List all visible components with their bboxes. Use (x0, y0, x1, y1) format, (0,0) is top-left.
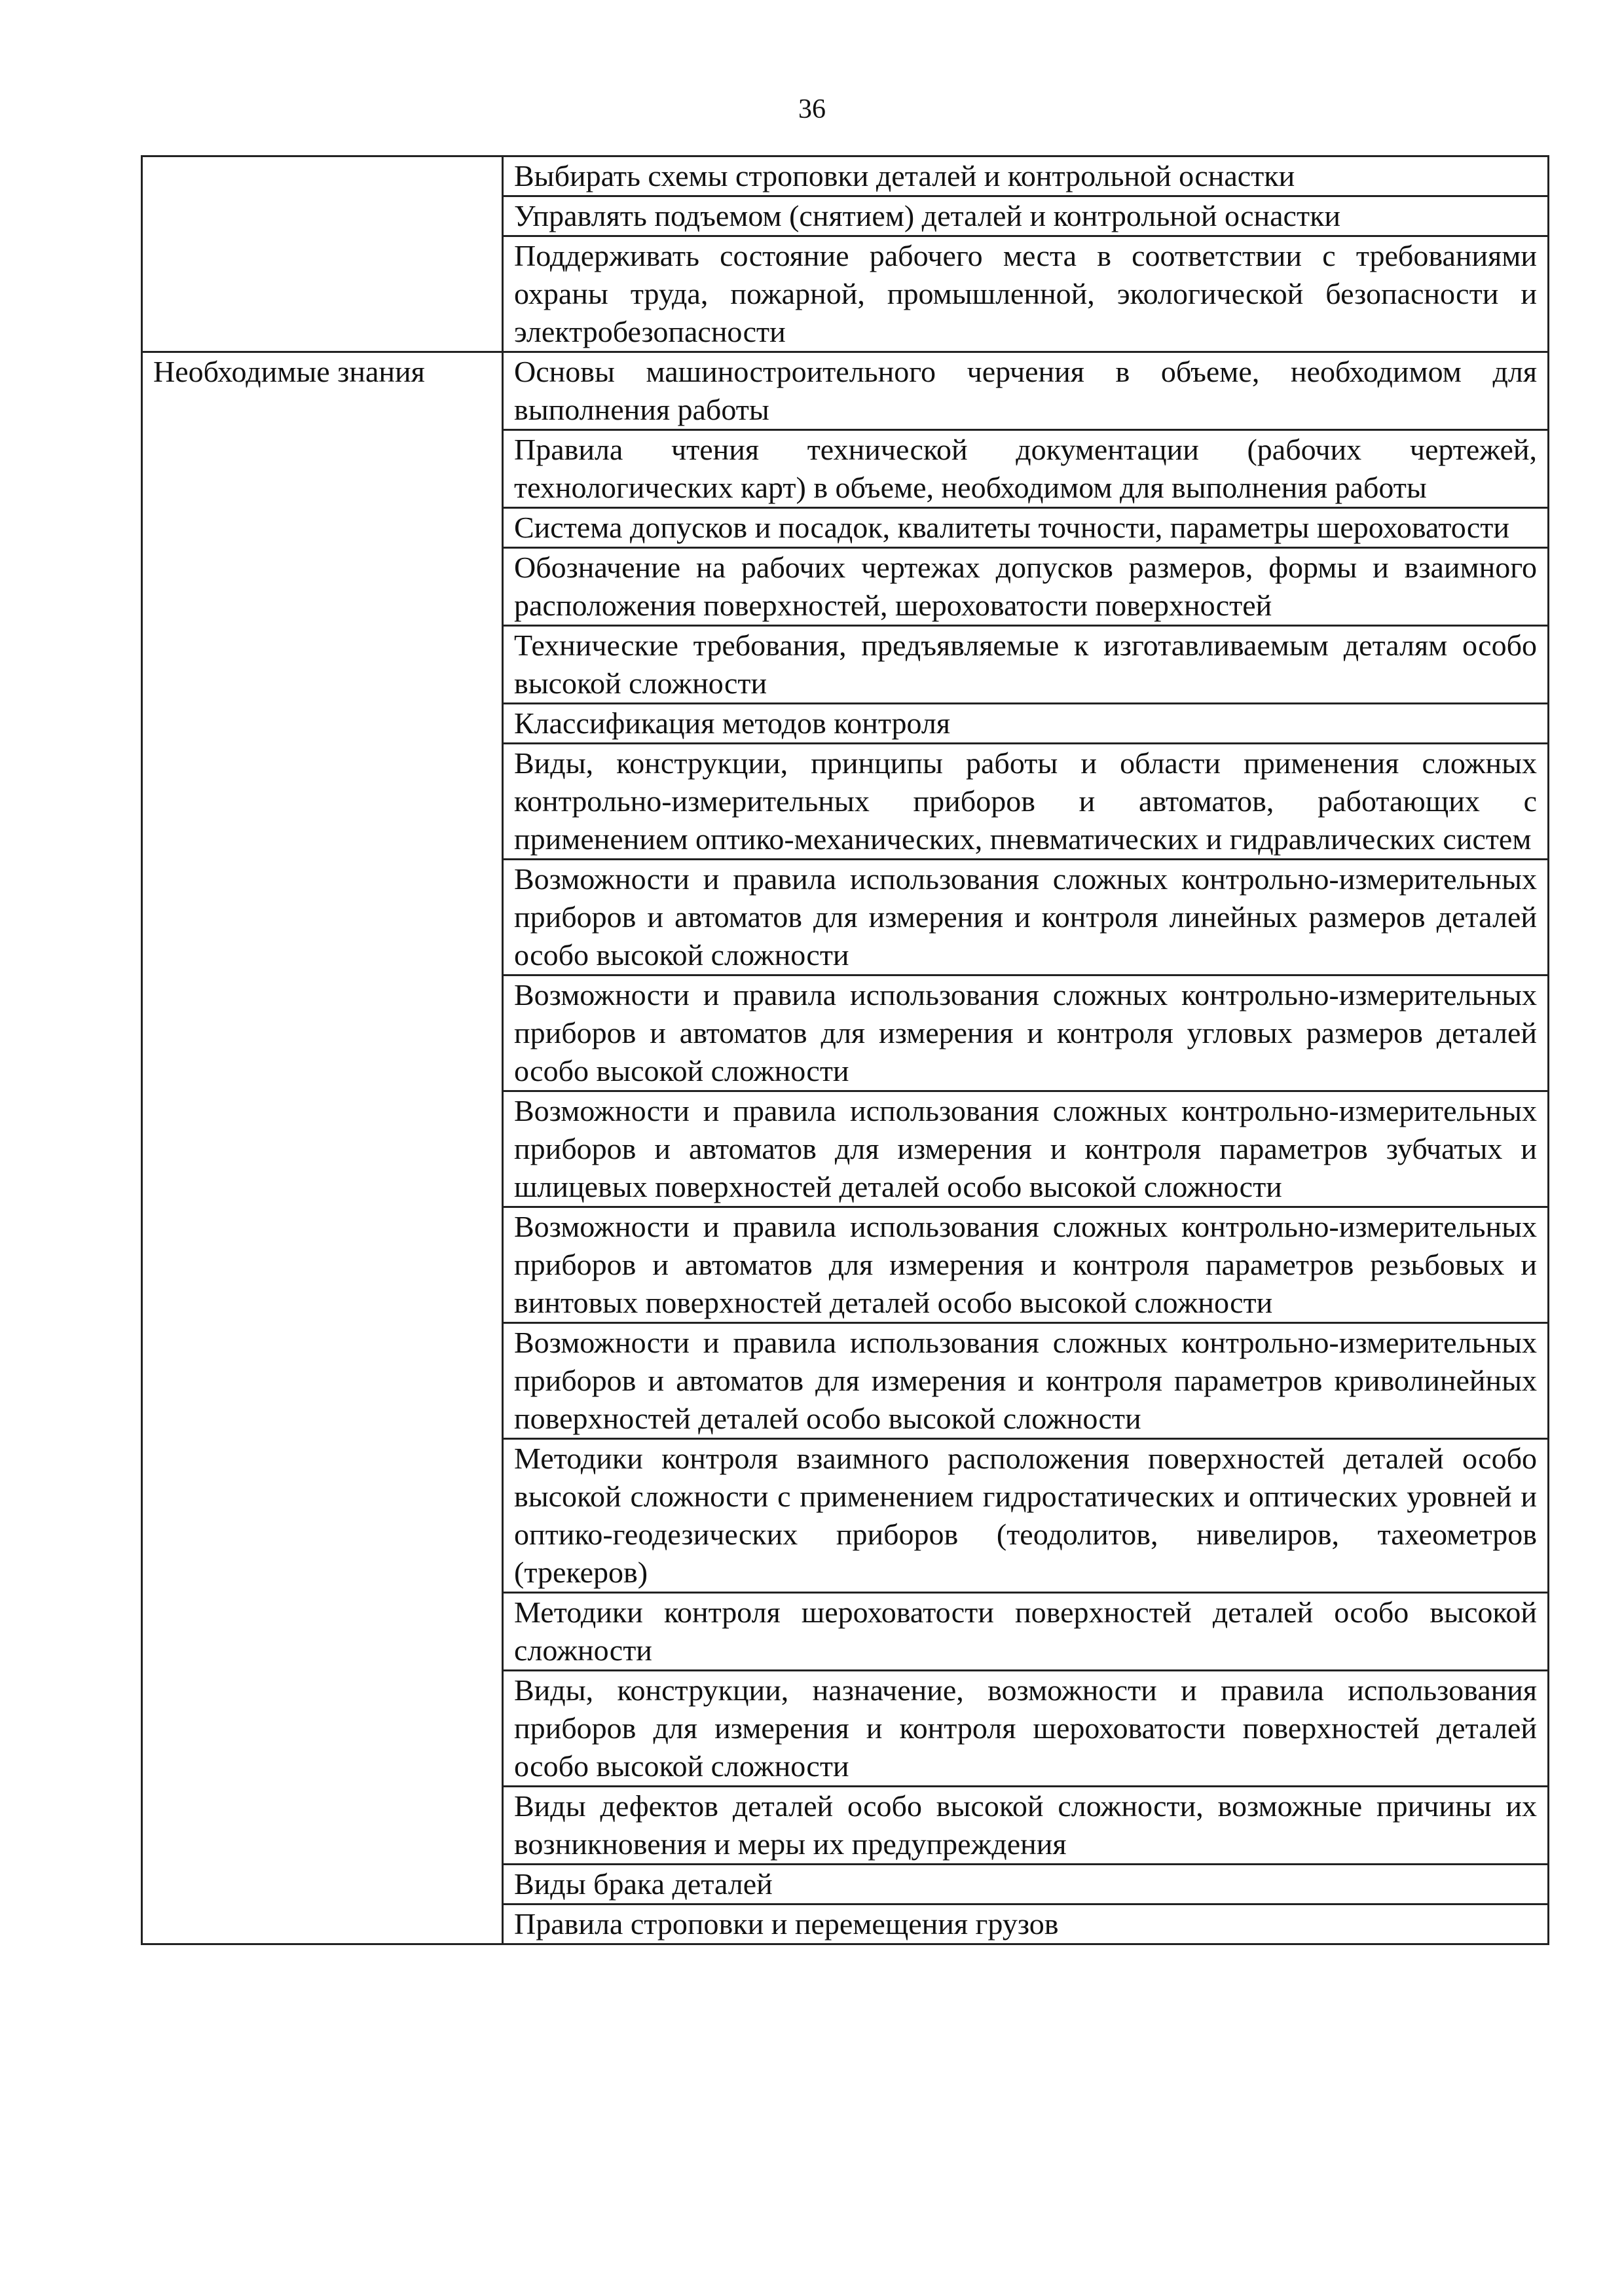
section-label-cell (142, 352, 503, 1944)
table-row (142, 156, 1549, 196)
table-cell: Виды дефектов деталей особо высокой сложности, возможные причины их возникновения и меры их предупреждения (503, 1787, 1549, 1865)
table-cell: Методики контроля шероховатости поверхностей деталей особо высокой сложности (503, 1593, 1549, 1671)
table-cell: Возможности и правила использования сложных контрольно-измерительных приборов и автоматов для измерения и контроля параметров зубчатых и шлицевых поверхностей деталей особо высокой сложности (503, 1091, 1549, 1207)
table-cell: Поддерживать состояние рабочего места в соответствии с требованиями охраны труда, пожарной, промышленной, экологической безопасности и электробезопасности (503, 236, 1549, 352)
table-cell: Виды, конструкции, назначение, возможности и правила использования приборов для измерения и контроля шероховатости поверхностей деталей особо высокой сложности (503, 1671, 1549, 1787)
table-cell: Управлять подъемом (снятием) деталей и контрольной оснастки (503, 196, 1549, 236)
table-cell: Возможности и правила использования сложных контрольно-измерительных приборов и автоматов для измерения и контроля параметров резьбовых и винтовых поверхностей деталей особо высокой сложности (503, 1207, 1549, 1323)
empty-label-cell (142, 156, 503, 352)
table-cell: Система допусков и посадок, квалитеты точности, параметры шероховатости (503, 508, 1549, 548)
table-cell: Возможности и правила использования сложных контрольно-измерительных приборов и автоматов для измерения и контроля угловых размеров деталей особо высокой сложности (503, 975, 1549, 1091)
table-cell: Обозначение на рабочих чертежах допусков размеров, формы и взаимного расположения поверхностей, шероховатости поверхностей (503, 548, 1549, 626)
table-row (142, 352, 1549, 430)
table-cell: Классификация методов контроля (503, 704, 1549, 744)
table-cell: Возможности и правила использования сложных контрольно-измерительных приборов и автоматов для измерения и контроля параметров криволинейных поверхностей деталей особо высокой сложности (503, 1323, 1549, 1439)
table-cell: Правила чтения технической документации (рабочих чертежей, технологических карт) в объеме, необходимом для выполнения работы (503, 430, 1549, 508)
table-cell: Виды, конструкции, принципы работы и области применения сложных контрольно-измерительных приборов и автоматов, работающих с применением оптико-механических, пневматических и гидравлических систем (503, 744, 1549, 860)
table-cell: Возможности и правила использования сложных контрольно-измерительных приборов и автоматов для измерения и контроля линейных размеров деталей особо высокой сложности (503, 860, 1549, 975)
table-cell: Виды брака деталей (503, 1865, 1549, 1904)
table-cell: Технические требования, предъявляемые к изготавливаемым деталям особо высокой сложности (503, 626, 1549, 704)
page-number: 36 (798, 94, 826, 124)
table-cell: Правила строповки и перемещения грузов (503, 1904, 1549, 1944)
table-cell: Методики контроля взаимного расположения поверхностей деталей особо высокой сложности с применением гидростатических и оптических уровней и оптико-геодезических приборов (теодолитов, нивелиров, тахеометров (трекеров) (503, 1439, 1549, 1593)
section-label: Необходимые знания (153, 355, 425, 388)
requirements-table (141, 155, 1549, 1945)
table-cell: Выбирать схемы строповки деталей и контрольной оснастки (503, 156, 1549, 196)
table-cell: Основы машиностроительного черчения в объеме, необходимом для выполнения работы (503, 352, 1549, 430)
